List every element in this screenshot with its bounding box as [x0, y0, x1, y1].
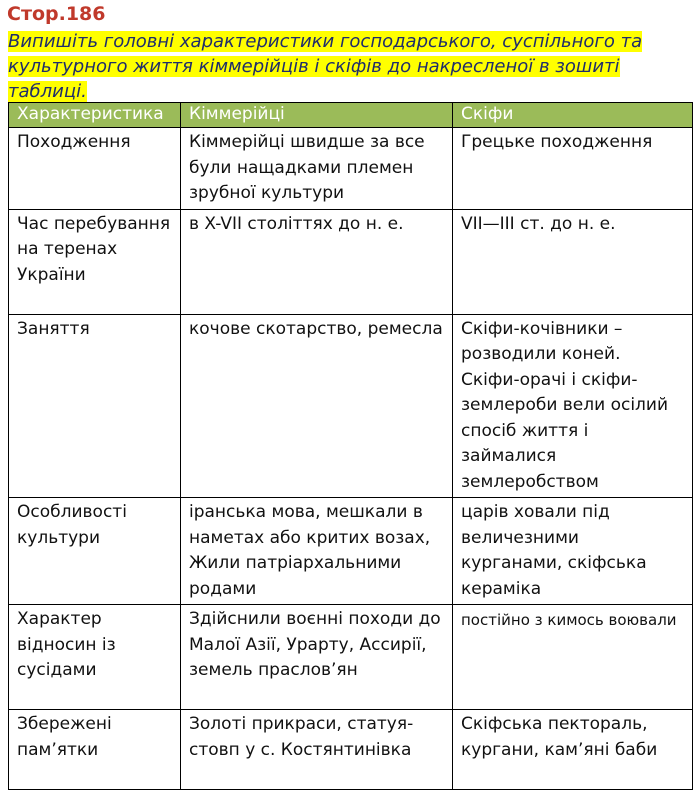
row-characteristic: Походження	[9, 128, 181, 210]
characteristics-table	[8, 102, 693, 790]
task-text: Випишіть головні характеристики господарського, суспільного та культурного життя кіммерійців і скіфів до накресленої в зошиті таблиці.	[8, 31, 643, 102]
row-scythians: Грецьке походження	[453, 128, 693, 210]
row-scythians: Скіфська пектораль, кургани, кам’яні баби	[453, 710, 693, 790]
table-row	[9, 209, 693, 314]
row-cimmerians: Кіммерійці швидше за все були нащадками племен зрубної культури	[181, 128, 453, 210]
table-header-row	[9, 103, 693, 128]
table-row	[9, 498, 693, 605]
row-cimmerians: кочове скотарство, ремесла	[181, 314, 453, 498]
table-row	[9, 128, 693, 210]
page-number: Стор.186	[7, 3, 106, 25]
row-scythians: постійно з кимось воювали	[453, 605, 693, 710]
row-characteristic: Особливості культури	[9, 498, 181, 605]
row-cimmerians: Золоті прикраси, статуя-стовп у с. Костянтинівка	[181, 710, 453, 790]
row-scythians: VII—III ст. до н. е.	[453, 209, 693, 314]
row-scythians: Скіфи-кочівники – розводили коней. Скіфи-орачі і скіфи-землероби вели осілий спосіб життя і займалися землеробством	[453, 314, 693, 498]
row-characteristic: Заняття	[9, 314, 181, 498]
header-cimmerians: Кіммерійці	[181, 103, 453, 128]
table-row	[9, 314, 693, 498]
header-scythians: Скіфи	[453, 103, 693, 128]
row-cimmerians: в X-VII століттях до н. е.	[181, 209, 453, 314]
table-row	[9, 710, 693, 790]
task-instruction	[8, 29, 688, 104]
header-characteristic: Характеристика	[9, 103, 181, 128]
row-cimmerians: іранська мова, мешкали в наметах або критих возах, Жили патріархальними родами	[181, 498, 453, 605]
table-row	[9, 605, 693, 710]
row-characteristic: Час перебування на теренах України	[9, 209, 181, 314]
row-characteristic: Збережені пам’ятки	[9, 710, 181, 790]
row-cimmerians: Здійснили воєнні походи до Малої Азії, Урарту, Ассирії, земель праслов’ян	[181, 605, 453, 710]
row-scythians: царів ховали під величезними курганами, скіфська кераміка	[453, 498, 693, 605]
row-characteristic: Характер відносин із сусідами	[9, 605, 181, 710]
